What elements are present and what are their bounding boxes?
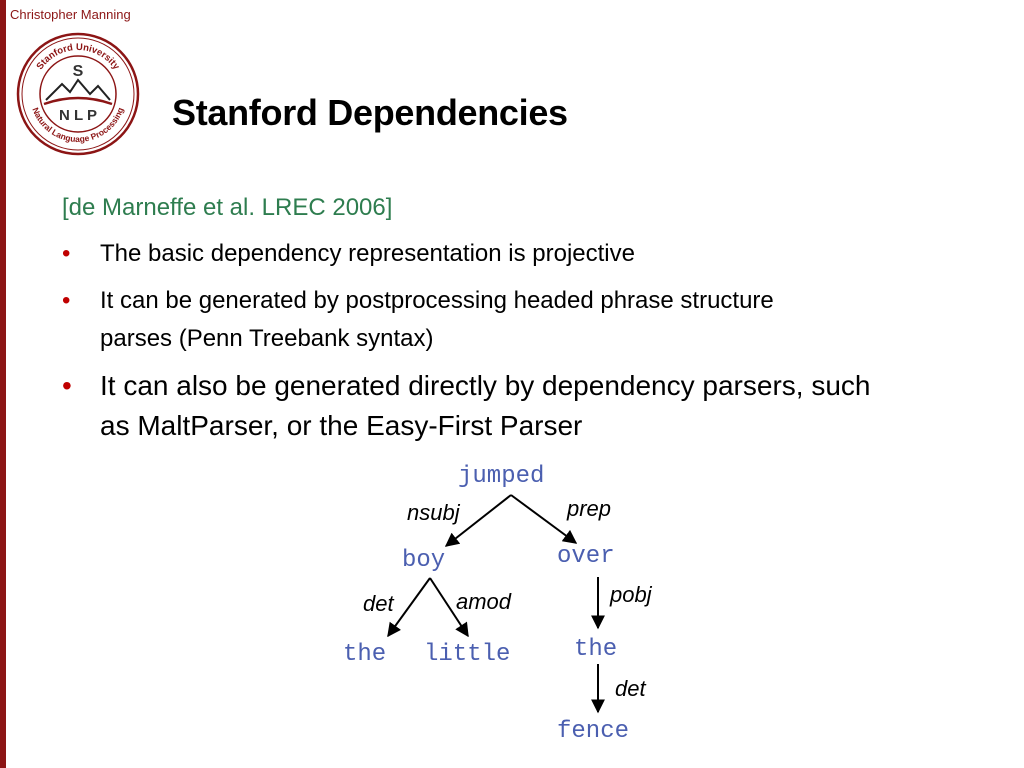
bullet-text-continued: parses (Penn Treebank syntax) (100, 325, 434, 352)
author-name: Christopher Manning (10, 7, 131, 22)
label-det: det (615, 676, 646, 701)
slide-title: Stanford Dependencies (172, 92, 568, 133)
word-jumped: jumped (458, 463, 545, 490)
bullet-text: The basic dependency representation is projective (100, 240, 635, 267)
label-prep: prep (567, 496, 612, 521)
label-nsubj: nsubj (407, 500, 460, 525)
edge-det-boy (388, 578, 430, 636)
label-pobj: pobj (610, 582, 652, 607)
bullet-dot: • (62, 287, 71, 314)
word-fence: fence (557, 718, 630, 745)
bullet-text-continued: as MaltParser, or the Easy-First Parser (100, 410, 583, 441)
bullet-dot: • (62, 370, 72, 401)
citation: [de Marneffe et al. LREC 2006] (62, 194, 393, 221)
bullet-dot: • (62, 240, 71, 267)
logo-letters-nlp: N L P (58, 107, 98, 124)
logo-ring-bottom-text: Natural Language Processing (30, 106, 126, 145)
word-the: the (343, 641, 387, 668)
bullet-text: It can also be generated directly by dependency parsers, such (100, 370, 871, 401)
word-the: the (574, 636, 618, 663)
bullet-text: It can be generated by postprocessing headed phrase structure (100, 287, 774, 314)
logo-letter-s: S (72, 63, 84, 80)
label-det: det (363, 591, 394, 616)
logo-ring-top-text: Stanford University (34, 41, 122, 72)
word-little: little (424, 641, 511, 668)
word-over: over (557, 543, 615, 570)
label-amod: amod (456, 589, 512, 614)
word-boy: boy (402, 547, 446, 574)
